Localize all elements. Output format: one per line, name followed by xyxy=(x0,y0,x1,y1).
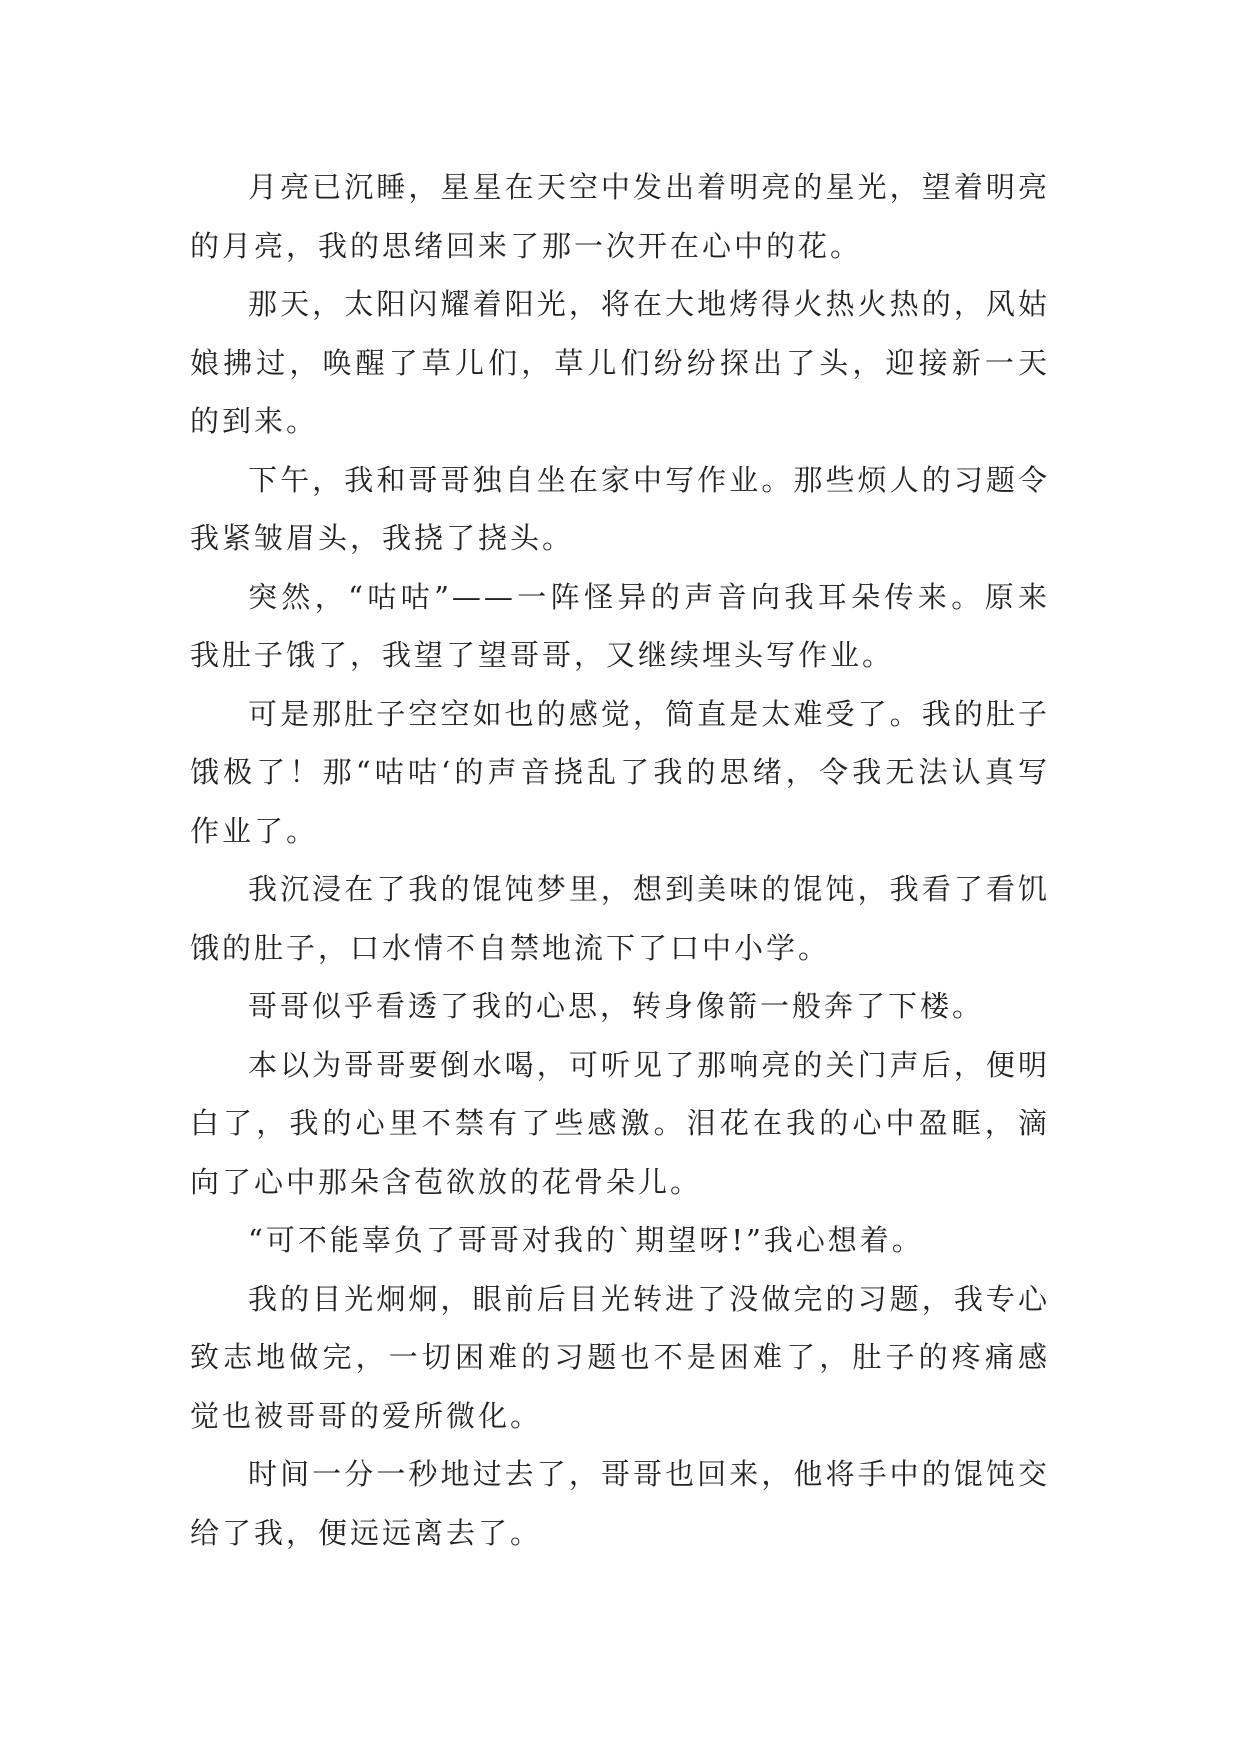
paragraph: 那天，太阳闪耀着阳光，将在大地烤得火热火热的，风姑娘拂过，唤醒了草儿们，草儿们纷纷探出了头，迎接新一天的到来。 xyxy=(190,287,1050,438)
paragraph: 突然，“咕咕”——一阵怪异的声音向我耳朵传来。原来我肚子饿了，我望了望哥哥，又继续埋头写作业。 xyxy=(190,579,1050,672)
paragraph: 下午，我和哥哥独自坐在家中写作业。那些烦人的习题令我紧皱眉头，我挠了挠头。 xyxy=(190,462,1050,555)
paragraph: “可不能辜负了哥哥对我的`期望呀!”我心想着。 xyxy=(248,1223,924,1257)
paragraph: 哥哥似乎看透了我的心思，转身像箭一般奔了下楼。 xyxy=(248,989,985,1023)
document-body xyxy=(190,158,1050,1562)
paragraph: 本以为哥哥要倒水喝，可听见了那响亮的关门声后，便明白了，我的心里不禁有了些感激。泪花在我的心中盈眶，滴向了心中那朵含苞欲放的花骨朵儿。 xyxy=(190,1047,1050,1199)
paragraph: 时间一分一秒地过去了，哥哥也回来，他将手中的馄饨交给了我，便远远离去了。 xyxy=(190,1457,1050,1550)
paragraph: 我的目光炯炯，眼前后目光转进了没做完的习题，我专心致志地做完，一切困难的习题也不是困难了，肚子的疼痛感觉也被哥哥的爱所微化。 xyxy=(190,1281,1050,1433)
paragraph: 月亮已沉睡，星星在天空中发出着明亮的星光，望着明亮的月亮，我的思绪回来了那一次开在心中的花。 xyxy=(190,170,1050,263)
paragraph: 我沉浸在了我的馄饨梦里，想到美味的馄饨，我看了看饥饿的肚子，口水情不自禁地流下了口中小学。 xyxy=(190,872,1050,965)
paragraph: 可是那肚子空空如也的感觉，简直是太难受了。我的肚子饿极了！那“咕咕‘的声音挠乱了我的思绪，令我无法认真写作业了。 xyxy=(190,696,1050,848)
